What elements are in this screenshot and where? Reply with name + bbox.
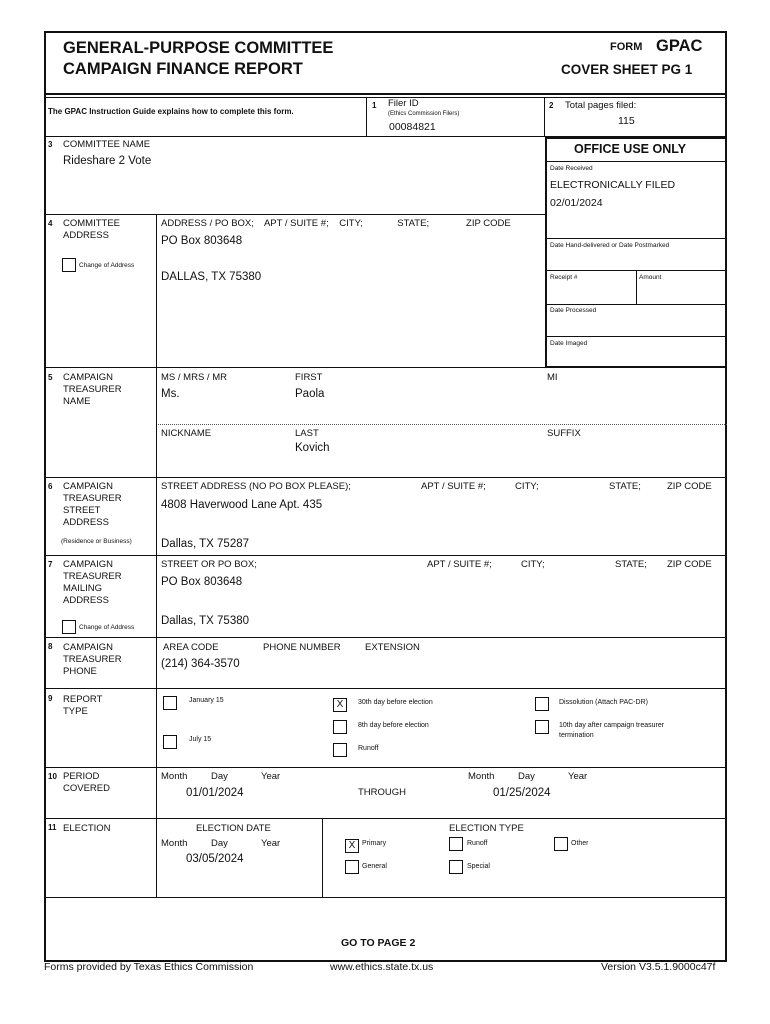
phone-label: TREASURER	[63, 654, 122, 665]
field-number: 7	[48, 560, 53, 569]
day-label: Day	[518, 771, 535, 782]
field-number: 5	[48, 373, 53, 382]
filing-date: 02/01/2024	[550, 197, 603, 209]
apt-header: APT / SUITE #;	[427, 559, 492, 570]
january-15-checkbox[interactable]	[163, 696, 177, 710]
treasurer-name-label: NAME	[63, 396, 91, 407]
address-column-headers: ADDRESS / PO BOX; APT / SUITE #; CITY; STATE; ZIP CODE	[161, 218, 511, 229]
field-number: 8	[48, 642, 53, 651]
through-label: THROUGH	[358, 787, 407, 798]
july-15-checkbox[interactable]	[163, 735, 177, 749]
special-label: Special	[467, 863, 490, 870]
divider	[636, 270, 637, 304]
street-line1: 4808 Haverwood Lane Apt. 435	[161, 499, 323, 511]
month-label: Month	[161, 838, 188, 849]
street-line2: Dallas, TX 75287	[161, 538, 250, 550]
period-label: COVERED	[63, 783, 110, 794]
divider	[44, 555, 727, 556]
go-to-page-2: GO TO PAGE 2	[341, 937, 416, 949]
suffix-label: SUFFIX	[547, 428, 581, 439]
state-header: STATE;	[609, 481, 641, 492]
divider	[366, 97, 367, 137]
divider	[44, 214, 546, 215]
period-label: PERIOD	[63, 771, 100, 782]
last-name-label: LAST	[295, 428, 319, 439]
general-checkbox[interactable]	[345, 860, 359, 874]
field-number: 11	[48, 823, 57, 832]
primary-label: Primary	[362, 840, 387, 847]
period-to: 01/25/2024	[493, 787, 551, 799]
mailing-line2: Dallas, TX 75380	[161, 615, 250, 627]
treasurer-name-label: TREASURER	[63, 384, 122, 395]
dissolution-label: Dissolution (Attach PAC-DR)	[559, 699, 648, 706]
divider	[544, 97, 545, 137]
city-header: CITY;	[521, 559, 545, 570]
8th-day-checkbox[interactable]	[333, 720, 347, 734]
divider	[44, 897, 727, 898]
field-number: 2	[549, 101, 554, 110]
filer-id-label: Filer ID	[388, 98, 419, 109]
other-checkbox[interactable]	[554, 837, 568, 851]
day-label: Day	[211, 838, 228, 849]
office-use-title: OFFICE USE ONLY	[574, 142, 687, 156]
total-pages-value: 115	[618, 115, 635, 127]
divider	[545, 336, 727, 337]
divider	[156, 214, 157, 897]
phone-value: (214) 364-3570	[161, 658, 240, 670]
report-type-label: REPORT	[63, 694, 103, 705]
field-number: 10	[48, 772, 57, 781]
total-pages-label: Total pages filed:	[565, 100, 637, 111]
field-number: 4	[48, 219, 53, 228]
year-label: Year	[261, 771, 281, 782]
residence-note: (Residence or Business)	[61, 538, 132, 545]
prefix-value: Ms.	[161, 388, 180, 400]
divider	[44, 93, 727, 95]
election-date-title: ELECTION DATE	[196, 823, 271, 834]
year-label: Year	[261, 838, 281, 849]
state-header: STATE;	[615, 559, 647, 570]
runoff-report-checkbox[interactable]	[333, 743, 347, 757]
30th-day-label: 30th day before election	[358, 699, 433, 706]
runoff-report-label: Runoff	[358, 745, 379, 752]
mailing-change-of-address-checkbox[interactable]	[62, 620, 76, 634]
dissolution-checkbox[interactable]	[535, 697, 549, 711]
report-type-label: TYPE	[63, 706, 88, 717]
special-checkbox[interactable]	[449, 860, 463, 874]
street-label: TREASURER	[63, 493, 122, 504]
mailing-label: MAILING	[63, 583, 103, 594]
general-label: General	[362, 863, 387, 870]
receipt-label: Receipt #	[550, 274, 578, 281]
dotted-separator	[158, 424, 727, 425]
primary-checkbox[interactable]: X	[345, 839, 359, 853]
month-label: Month	[468, 771, 495, 782]
10th-day-checkbox[interactable]	[535, 720, 549, 734]
month-label: Month	[161, 771, 188, 782]
committee-address-label: ADDRESS	[63, 230, 109, 241]
other-label: Other	[571, 840, 589, 847]
committee-address-line2: DALLAS, TX 75380	[161, 271, 262, 283]
footer-url[interactable]: www.ethics.state.tx.us	[330, 961, 434, 973]
zip-header: ZIP CODE	[667, 559, 712, 570]
field-number: 3	[48, 140, 53, 149]
form-word: FORM	[610, 41, 643, 53]
divider	[545, 238, 727, 239]
year-label: Year	[568, 771, 588, 782]
treasurer-name-label: CAMPAIGN	[63, 372, 113, 383]
form-title-line1: GENERAL-PURPOSE COMMITTEE	[63, 39, 334, 57]
divider	[545, 304, 727, 305]
july-15-label: July 15	[189, 736, 212, 743]
street-label: STREET	[63, 505, 101, 516]
instruction-text: The GPAC Instruction Guide explains how to complete this form.	[48, 107, 294, 116]
field-number: 9	[48, 694, 53, 703]
last-name-value: Kovich	[295, 442, 330, 454]
street-label: ADDRESS	[63, 517, 109, 528]
mailing-line1: PO Box 803648	[161, 576, 243, 588]
amount-label: Amount	[639, 274, 662, 281]
date-processed-label: Date Processed	[550, 307, 597, 314]
committee-name-label: COMMITTEE NAME	[63, 139, 151, 150]
footer-provider: Forms provided by Texas Ethics Commission	[44, 961, 254, 973]
committee-name-value: Rideshare 2 Vote	[63, 155, 152, 167]
runoff-label: Runoff	[467, 840, 488, 847]
extension-label: EXTENSION	[365, 642, 420, 653]
hand-delivered-label: Date Hand-delivered or Date Postmarked	[550, 242, 670, 249]
divider	[322, 818, 323, 898]
phone-label: CAMPAIGN	[63, 642, 113, 653]
zip-header: ZIP CODE	[667, 481, 712, 492]
divider	[44, 637, 727, 638]
election-label: ELECTION	[63, 823, 111, 834]
divider	[44, 818, 727, 819]
mailing-change-label: Change of Address	[79, 624, 135, 631]
election-date-value: 03/05/2024	[186, 853, 244, 865]
filer-id-value: 00084821	[389, 121, 436, 133]
8th-day-label: 8th day before election	[358, 722, 429, 729]
field-number: 1	[372, 101, 377, 110]
divider	[44, 97, 727, 98]
runoff-checkbox[interactable]	[449, 837, 463, 851]
street-label: CAMPAIGN	[63, 481, 113, 492]
filing-status: ELECTRONICALLY FILED	[550, 179, 676, 191]
nickname-label: NICKNAME	[161, 428, 212, 439]
field-number: 6	[48, 482, 53, 491]
election-type-title: ELECTION TYPE	[449, 823, 524, 834]
divider	[44, 688, 727, 689]
first-name-label: FIRST	[295, 372, 323, 383]
form-title-line2: CAMPAIGN FINANCE REPORT	[63, 60, 303, 78]
10th-day-label: termination	[559, 732, 594, 739]
street-header: STREET ADDRESS (NO PO BOX PLEASE);	[161, 481, 351, 492]
committee-address-line1: PO Box 803648	[161, 235, 243, 247]
footer-version: Version V3.5.1.9000c47f	[601, 961, 716, 973]
apt-header: APT / SUITE #;	[421, 481, 486, 492]
city-header: CITY;	[515, 481, 539, 492]
mi-label: MI	[547, 372, 558, 383]
divider	[44, 767, 727, 768]
phone-number-label: PHONE NUMBER	[263, 642, 341, 653]
mailing-label: ADDRESS	[63, 595, 109, 606]
committee-address-label: COMMITTEE	[63, 218, 120, 229]
date-imaged-label: Date Imaged	[550, 340, 588, 347]
filer-id-sublabel: (Ethics Commission Filers)	[388, 111, 460, 117]
day-label: Day	[211, 771, 228, 782]
change-of-address-checkbox[interactable]	[62, 258, 76, 272]
january-15-label: January 15	[189, 697, 224, 704]
form-code: GPAC	[656, 37, 703, 55]
phone-label: PHONE	[63, 666, 97, 677]
cover-sheet-label: COVER SHEET PG 1	[561, 62, 693, 77]
divider	[44, 477, 727, 478]
area-code-label: AREA CODE	[163, 642, 219, 653]
mailing-street-header: STREET OR PO BOX;	[161, 559, 257, 570]
period-from: 01/01/2024	[186, 787, 244, 799]
mailing-label: CAMPAIGN	[63, 559, 113, 570]
10th-day-label: 10th day after campaign treasurer	[559, 722, 665, 729]
change-of-address-label: Change of Address	[79, 262, 135, 269]
prefix-label: MS / MRS / MR	[161, 372, 227, 383]
30th-day-checkbox[interactable]: X	[333, 698, 347, 712]
divider	[545, 161, 727, 162]
mailing-label: TREASURER	[63, 571, 122, 582]
date-received-label: Date Received	[550, 165, 593, 172]
first-name-value: Paola	[295, 388, 325, 400]
